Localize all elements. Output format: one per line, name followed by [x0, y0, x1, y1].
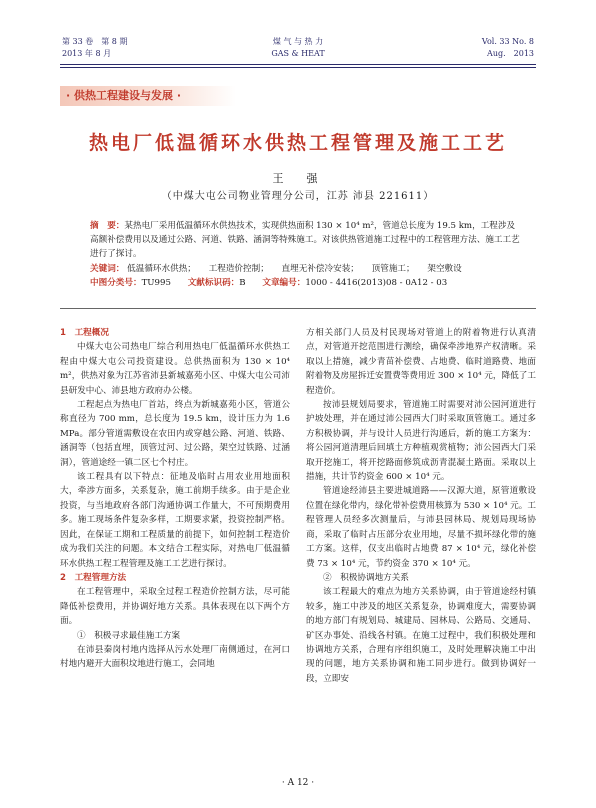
- abstract: [90, 219, 520, 261]
- doc-code-value: B: [239, 278, 246, 288]
- header-center-line1: 煤 气 与 热 力: [272, 37, 324, 46]
- keyword: 工程造价控制；: [208, 264, 269, 274]
- affiliation: （中煤大屯公司物业管理分公司，江苏 沛县 221611）: [161, 191, 435, 202]
- keywords: [90, 262, 520, 276]
- article-title: 热电厂低温循环水供热工程管理及施工工艺: [88, 132, 507, 154]
- keywords-label: 关键词：: [90, 264, 125, 274]
- article-number-label: 文章编号：: [262, 278, 306, 288]
- body-column-right: [306, 326, 536, 686]
- keyword: 低温循环水供热；: [127, 264, 196, 274]
- clc-label: 中图分类号：: [90, 278, 142, 288]
- header-center-line2: GAS & HEAT: [271, 49, 325, 58]
- keyword: 顶管施工；: [371, 264, 415, 274]
- header-right-line1: Vol. 33 No. 8: [481, 37, 534, 46]
- classification-line: [90, 276, 520, 290]
- abstract-label: 摘 要：: [90, 221, 125, 231]
- doc-code-label: 文献标识码：: [187, 278, 240, 288]
- paragraph: 在工程管理中，采取全过程工程造价控制方法，尽可能降低补偿费用，并协调好地方关系。具体表现在以下两个方面。: [60, 587, 290, 627]
- abstract-block: [90, 219, 520, 290]
- paragraph: 该工程具有以下特点：征地及临时占用农业用地面积大，牵涉方面多，关系复杂，施工前期手续多。由于是企业投资，与当地政府各部门沟通协调工作量大，不可预期费用多。施工现场条件复杂多样，工期要求紧，投资控制严格。因此，在保证工期和工程质量的前提下，如何控制工程造价成为我们关注的问题。本文结合工程实际，对热电厂低温循环水供热工程工程管理及施工工艺进行探讨。: [60, 472, 290, 569]
- paragraph: 该工程最大的难点为地方关系协调，由于管道途经村镇较多，施工中涉及的地区关系复杂，协调难度大，需要协调的地方部门有规划局、城建局、园林局、公路局、交通局、矿区办事处、沿线各村镇。在施工过程中，我们积极处理和协调地方关系，合理有序组织施工，及时处理解决施工中出现的问题，地方关系协调和施工同步进行。做到协调好一段，立即安: [306, 587, 536, 684]
- abstract-text: 某热电厂采用低温循环水供热技术，实现供热面积 130 × 10⁴ m²，管道总长度为 19.5 km，工程涉及高额补偿费用以及通过公路、河道、铁路、涵洞等特殊施工。对该供热管道施工过程中的工程管理方法、施工工艺进行了探讨。: [90, 221, 520, 259]
- subsection-heading: ② 积极协调地方关系: [323, 572, 409, 583]
- subsection-heading: ① 积极寻求最佳施工方案: [77, 630, 181, 641]
- page-number: · A 12 ·: [281, 778, 315, 788]
- body-column-left: [60, 326, 290, 672]
- paragraph: 按沛县规划局要求，管道施工时需要对沛公园河道进行护坡处理，并在通过沛公园西大门时采取顶管施工。通过多方积极协调，并与设计人员进行沟通后，新的施工方案为：将公园河道清理后回填土方种植观赏植物；沛公园西大门采取开挖施工，将开挖路面修筑成沥青混凝土路面。采取以上措施，共计节约资金 600 × 10⁴ 元。: [306, 400, 536, 483]
- header-left-line2: 2013 年 8 月: [62, 49, 112, 58]
- paragraph: 管道途经沛县主要进城道路——汉源大道，原管道敷设位置在绿化带内，绿化带补偿费用核算为 530 × 10⁴ 元。工程管理人员经多次测量后，与沛县园林局、规划局现场协商，采取了临时占压部分农业用地，尽量不损坏绿化带的施工方案。这样，仅支出临时占地费 87 × 10⁴ 元，绿化补偿费 73 × 10⁴ 元，节约资金 370 × 10⁴ 元。: [306, 486, 536, 569]
- journal-volume-issue-en: [482, 36, 534, 60]
- paragraph: 方相关部门人员及村民现场对管道上的附着物进行认真清点，对管道开挖范围进行测绘，确保牵涉地界产权清晰。采取以上措施，减少青苗补偿费、占地费、临时道路费、地面附着物及房屋拆迁安置费等费用近 300 × 10⁴ 元，降低了工程造价。: [306, 328, 536, 396]
- section-tag: · 供热工程建设与发展 ·: [60, 86, 236, 106]
- header-rule: [60, 64, 536, 65]
- keyword: 直埋无补偿冷安装；: [281, 264, 359, 274]
- article-number-value: 1000 - 4416(2013)08 - 0A12 - 03: [305, 278, 448, 288]
- paragraph: 中煤大屯公司热电厂综合利用热电厂低温循环水供热工程由中煤大屯公司投资建设。总供热面积为 130 × 10⁴ m²，供热对象为江苏省沛县新城嘉苑小区、中煤大屯公司沛县研发中心、沛县地方政府办公楼。: [60, 342, 290, 396]
- author: 王 强: [272, 172, 324, 185]
- paragraph: 在沛县秦岗村地内选择从污水处理厂南侧通过，在河口村地内避开大面积坟地进行施工，会同地: [60, 644, 290, 670]
- keyword: 架空敷设: [427, 264, 462, 274]
- header-left-line1: 第 33 卷 第 8 期: [62, 37, 128, 46]
- header-rule-thin: [60, 67, 536, 68]
- abstract-rule: [60, 308, 536, 309]
- section-heading: 1 工程概况: [60, 328, 109, 338]
- header-right-line2: Aug. 2013: [487, 49, 534, 58]
- section-heading: 2 工程管理方法: [60, 572, 127, 583]
- paragraph: 工程起点为热电厂首站，终点为新城嘉苑小区，管道公称直径为 700 mm，总长度为 19.5 km，设计压力为 1.6 MPa。部分管道需敷设在农田内或穿越公路、河道、铁路、涵洞等（包括直埋，顶管过河、过公路，架空过铁路、过涵洞），管道途经一镇二区七个村庄。: [60, 400, 290, 468]
- clc-value: TU995: [141, 278, 171, 288]
